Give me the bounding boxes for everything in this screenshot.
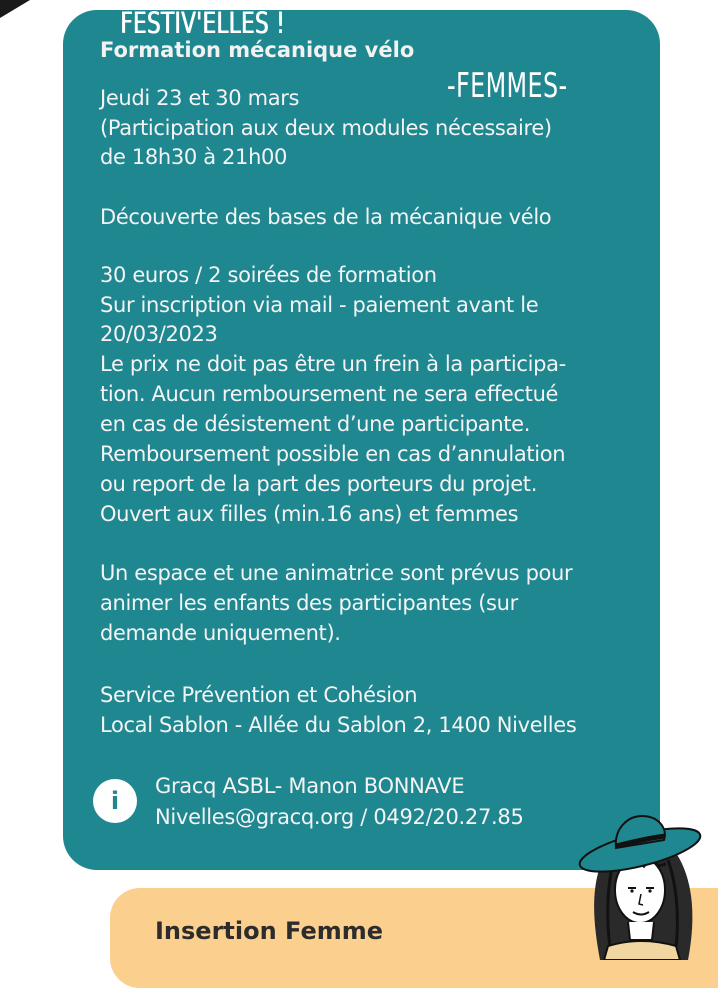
price-line: 30 euros / 2 soirées de formation [100, 263, 437, 287]
contact-organizer: Gracq ASBL- Manon BONNAVE [155, 774, 465, 798]
policy-line: ou report de la part des porteurs du projet. [100, 472, 538, 496]
info-icon: i [93, 779, 137, 823]
event-date: Jeudi 23 et 30 mars [100, 86, 300, 110]
policy-line: Le prix ne doit pas être un frein à la participa- [100, 352, 566, 376]
policy-line: tion. Aucun remboursement ne sera effectué [100, 382, 559, 406]
childcare-line: demande uniquement). [100, 621, 341, 645]
childcare-line: animer les enfants des participantes (sur [100, 591, 518, 615]
registration-deadline: 20/03/2023 [100, 322, 218, 346]
location-line: Service Prévention et Cohésion [100, 683, 418, 707]
audience-label: -FEMMES- [447, 66, 568, 106]
policy-line: en cas de désistement d’une participante. [100, 412, 531, 436]
participation-note: (Participation aux deux modules nécessaire) [100, 116, 552, 140]
policy-line: Remboursement possible en cas d’annulation [100, 442, 566, 466]
footer-label: Insertion Femme [155, 917, 384, 945]
childcare-line: Un espace et une animatrice sont prévus pour [100, 561, 573, 585]
policy-line: Ouvert aux filles (min.16 ans) et femmes [100, 502, 519, 526]
event-description: Découverte des bases de la mécanique vélo [100, 205, 552, 229]
location-line: Local Sablon - Allée du Sablon 2, 1400 Nivelles [100, 713, 577, 737]
registration-line: Sur inscription via mail - paiement avant le [100, 293, 539, 317]
festival-title: FESTIV'ELLES ! [120, 6, 285, 40]
corner-decoration [0, 0, 30, 18]
event-title: Formation mécanique vélo [100, 38, 415, 62]
contact-email-phone[interactable]: Nivelles@gracq.org / 0492/20.27.85 [155, 805, 524, 829]
event-time: de 18h30 à 21h00 [100, 145, 288, 169]
woman-illustration [570, 808, 718, 960]
